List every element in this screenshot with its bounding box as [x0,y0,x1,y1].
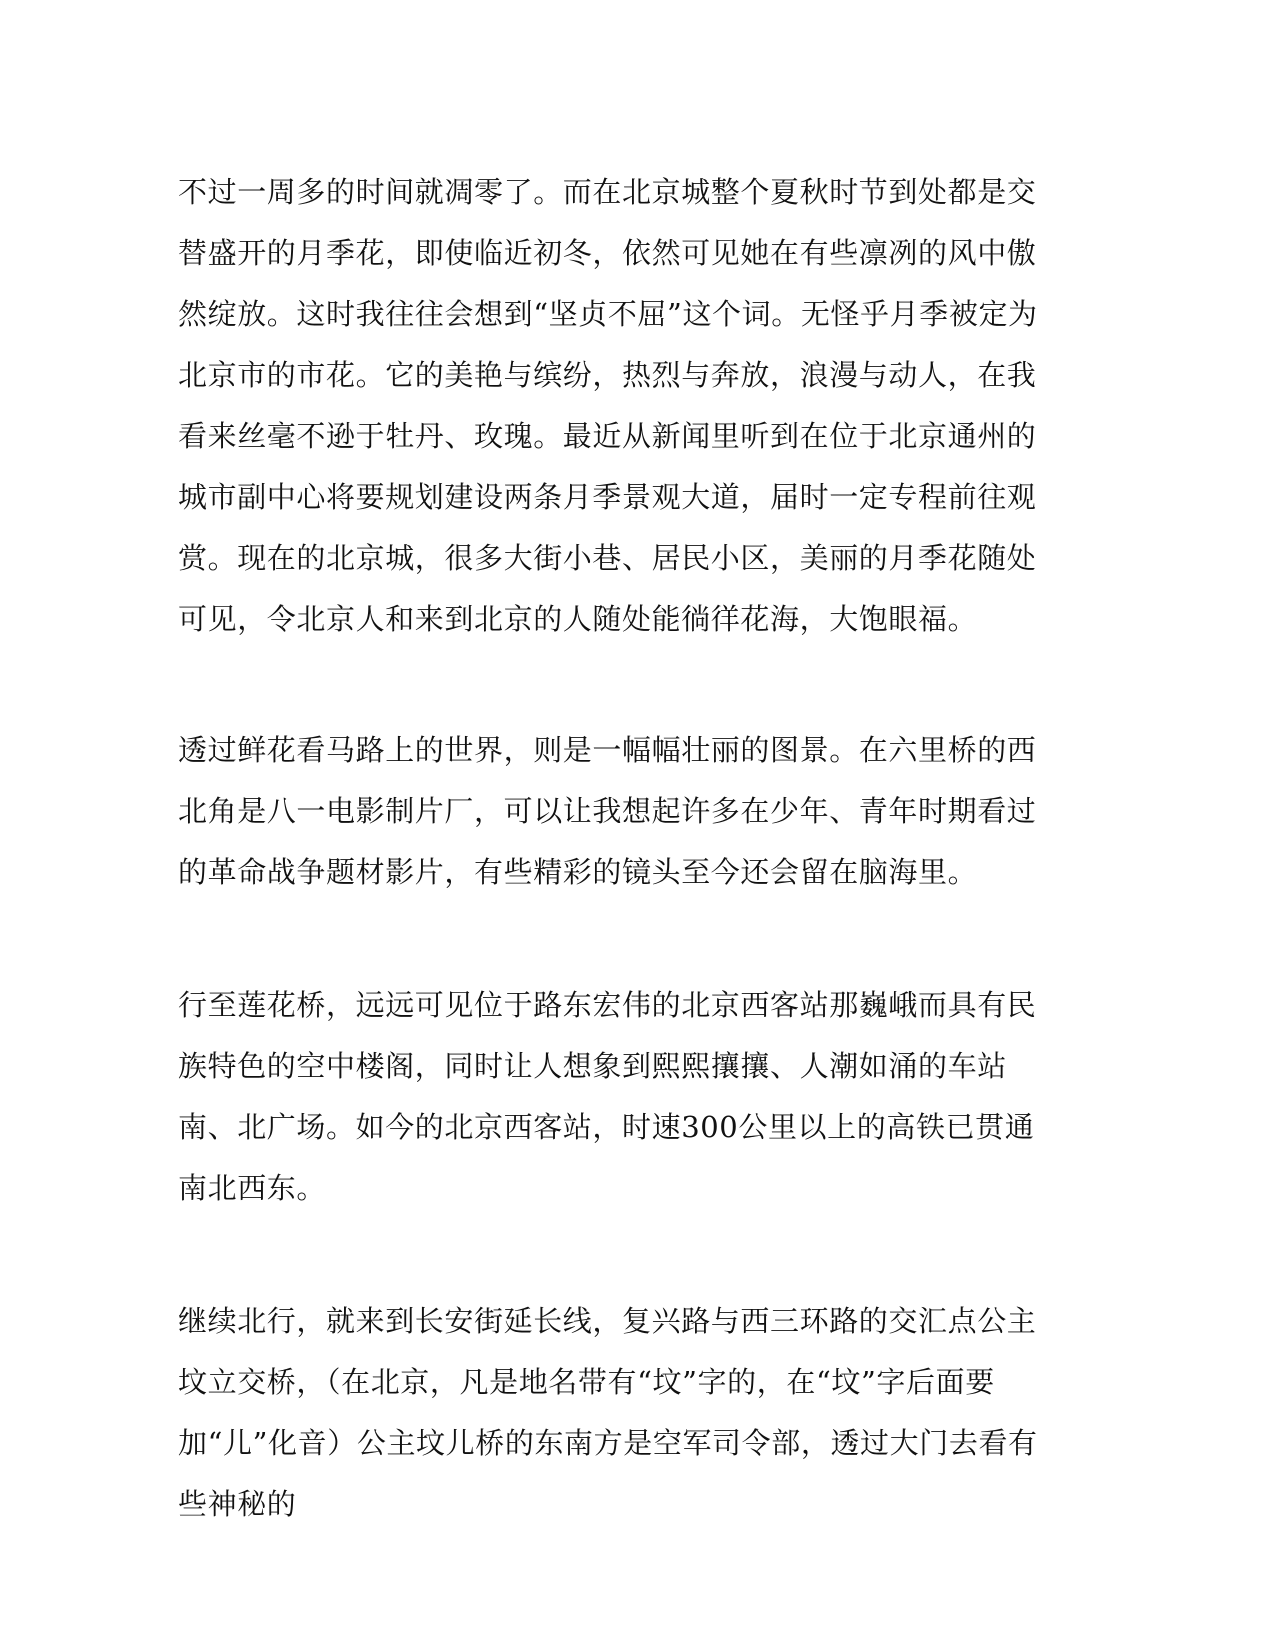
paragraph-1: 不过一周多的时间就凋零了。而在北京城整个夏秋时节到处都是交替盛开的月季花，即使临近初冬，依然可见她在有些凛冽的风中傲然绽放。这时我往往会想到“坚贞不屈”这个词。无怪乎月季被定为北京市的市花。它的美艳与缤纷，热烈与奔放，浪漫与动人，在我看来丝毫不逊于牡丹、玫瑰。最近从新闻里听到在位于北京通州的城市副中心将要规划建设两条月季景观大道，届时一定专程前往观赏。现在的北京城，很多大街小巷、居民小区，美丽的月季花随处可见，令北京人和来到北京的人随处能徜徉花海，大饱眼福。 [178,175,1038,636]
paragraph-4: 继续北行，就来到长安街延长线，复兴路与西三环路的交汇点公主坟立交桥，（在北京，凡是地名带有“坟”字的，在“坟”字后面要加“儿”化音）公主坟儿桥的东南方是空军司令部，透过大门去看有些神秘的 [178,1304,1038,1521]
paragraph-3: 行至莲花桥，远远可见位于路东宏伟的北京西客站那巍峨而具有民族特色的空中楼阁，同时让人想象到熙熙攘攘、人潮如涌的车站南、北广场。如今的北京西客站，时速300公里以上的高铁已贯通南北西东。 [178,988,1037,1205]
paragraph-2: 透过鲜花看马路上的世界，则是一幅幅壮丽的图景。在六里桥的西北角是八一电影制片厂，可以让我想起许多在少年、青年时期看过的革命战争题材影片，有些精彩的镜头至今还会留在脑海里。 [178,733,1037,889]
document-body [178,162,1042,1535]
